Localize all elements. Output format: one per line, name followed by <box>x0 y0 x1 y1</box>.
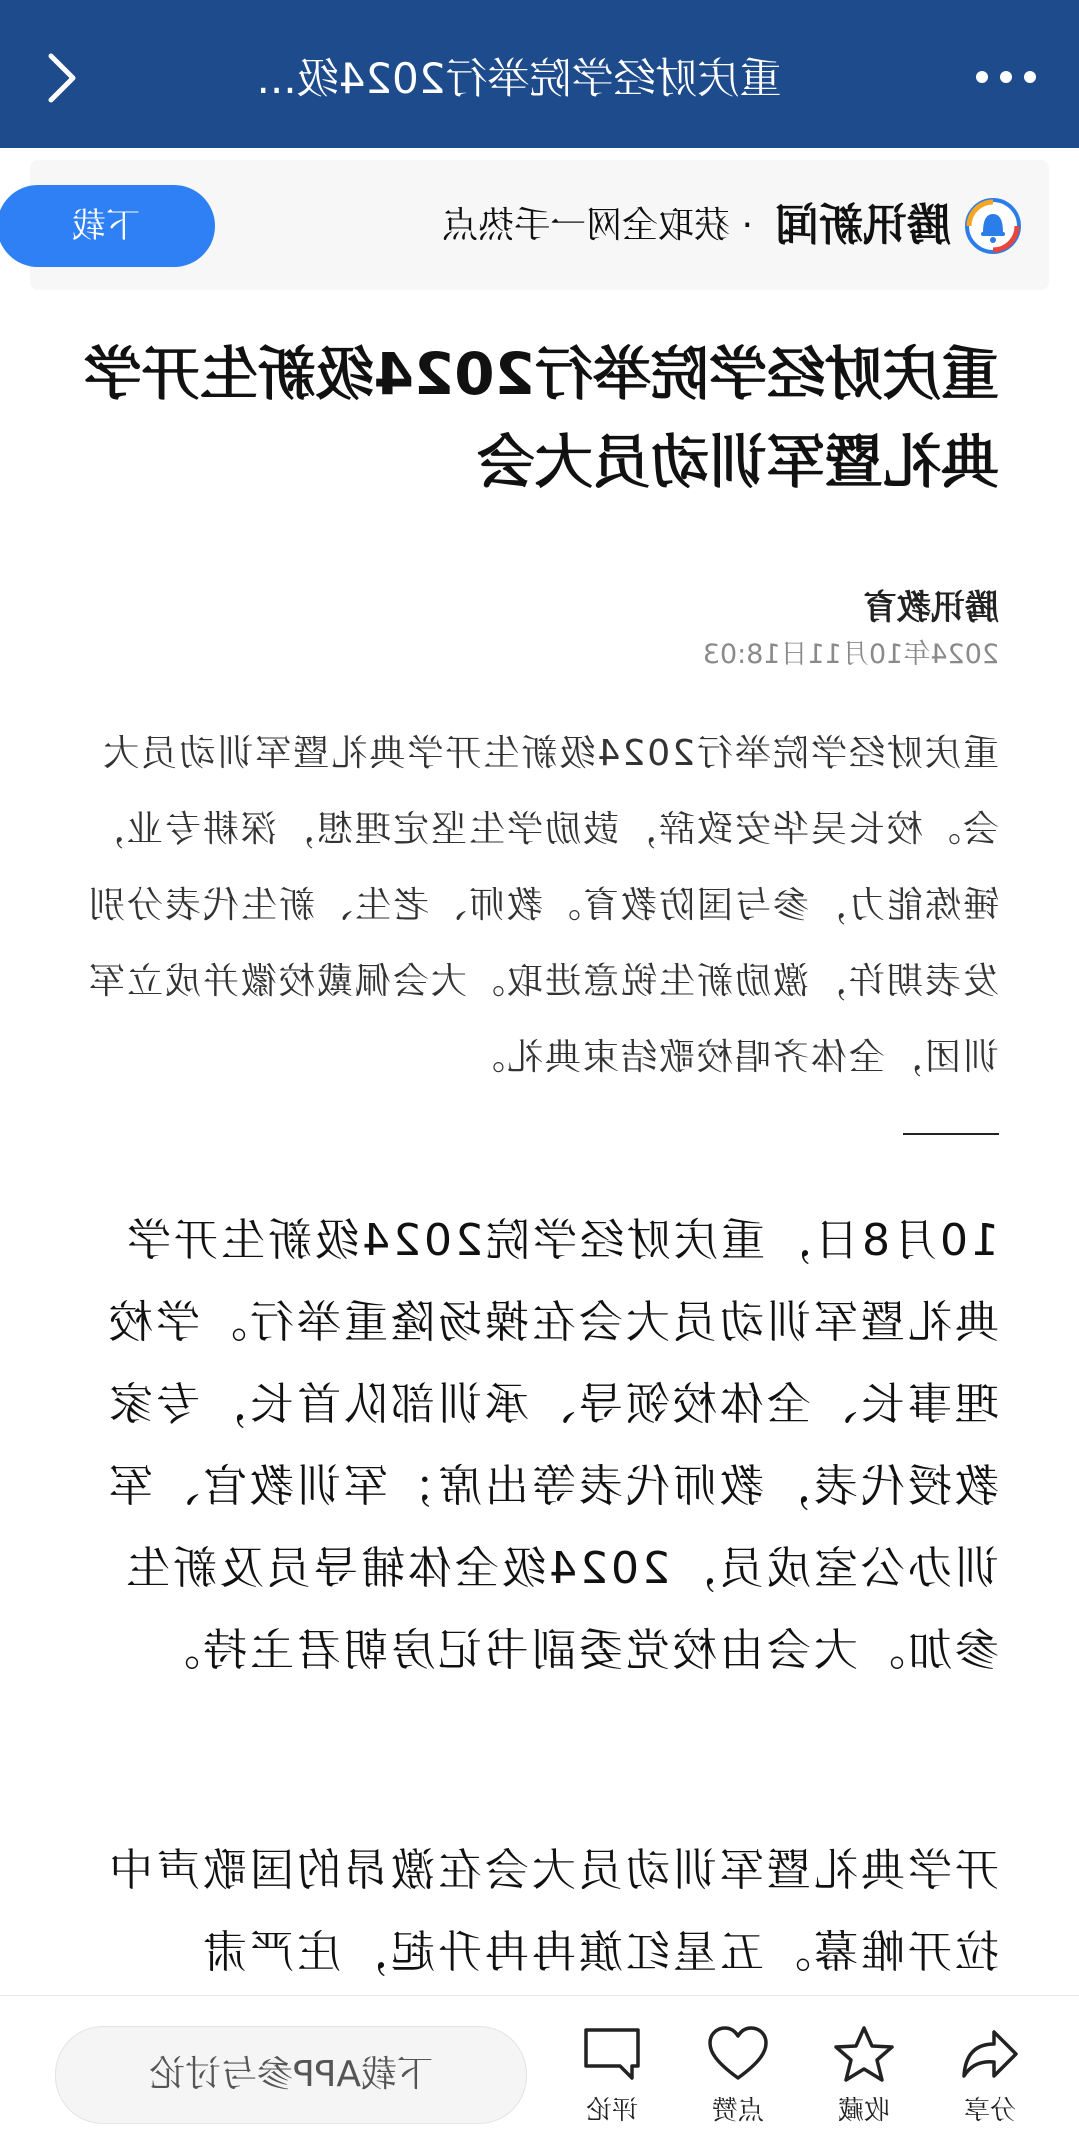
article-summary: 重庆财经学院举行2024级新生开学典礼暨军训动员大会。校长吴华安致辞，鼓励学生坚定理想，深耕专业，锤炼能力，参与国防教育。教师、老生、新生代表分别发表期许，激励新生锐意进取。大会佩戴校徽并成立军训团，全体齐唱校歌结束典礼。 <box>86 733 999 1078</box>
more-options-icon[interactable] <box>973 62 1039 92</box>
banner-brand: 腾讯新闻 <box>775 200 951 251</box>
download-button[interactable]: 下载 <box>0 185 215 267</box>
like-button[interactable] <box>683 2024 793 2127</box>
like-label: 点赞 <box>712 2096 765 2126</box>
comment-icon <box>580 2024 644 2084</box>
share-icon <box>958 2024 1022 2084</box>
chevron-left-icon[interactable] <box>29 48 89 108</box>
article-paragraph: 开学典礼暨军训动员大会在激昂的国歌声中拉开帷幕。五星红旗冉冉升起，庄严肃 <box>106 1845 999 1978</box>
tencent-news-logo-icon <box>965 198 1021 254</box>
article-paragraph: 10月8日，重庆财经学院2024级新生开学典礼暨军训动员大会在操场隆重举行。学校理事长、全体校领导、承训部队首长，专家教授代表，教师代表等出席；军训教官、军训办公室成员，2024级全体辅导员及新生参加。大会由校党委副书记房朝君主持。 <box>106 1215 999 1676</box>
app-download-banner <box>30 160 1049 290</box>
summary-divider <box>903 1133 999 1135</box>
nav-title: 重庆财经学院举行2024级... <box>256 54 782 103</box>
download-app-discuss-button[interactable]: 下载APP参与讨论 <box>55 2026 527 2124</box>
top-nav-bar <box>0 0 1079 148</box>
comment-label: 评论 <box>586 2096 639 2126</box>
heart-icon <box>706 2024 770 2084</box>
article-timestamp: 2024年10月11日18:03 <box>702 639 999 670</box>
comment-button[interactable] <box>557 2024 667 2127</box>
star-icon <box>832 2024 896 2084</box>
share-label: 分享 <box>964 2096 1017 2126</box>
article-title: 重庆财经学院举行2024级新生开学典礼暨军训动员大会 <box>83 340 999 496</box>
share-button[interactable] <box>935 2024 1045 2127</box>
bottom-toolbar <box>0 1995 1079 2145</box>
article-source[interactable]: 腾讯教育 <box>863 588 999 628</box>
banner-slogan: · 获取全网一手热点 <box>442 205 753 246</box>
collect-label: 收藏 <box>838 2096 891 2126</box>
collect-button[interactable] <box>809 2024 919 2127</box>
